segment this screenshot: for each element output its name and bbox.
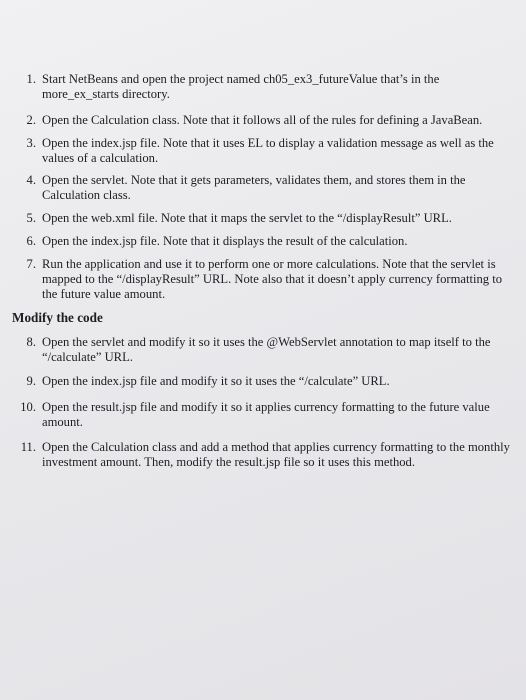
step-number: 1. xyxy=(26,72,36,86)
step-number: 3. xyxy=(26,136,36,150)
step-text: Open the Calculation class. Note that it follows all of the rules for defining a JavaBean. xyxy=(42,113,483,127)
step-text: Open the servlet. Note that it gets parameters, validates them, and stores them in the Calculation class. xyxy=(42,173,466,202)
step-text: Open the index.jsp file. Note that it uses EL to display a validation message as well as the values of a calculation. xyxy=(42,136,494,165)
step-number: 9. xyxy=(26,374,36,388)
step-number: 7. xyxy=(26,257,36,271)
step-text: Start NetBeans and open the project named ch05_ex3_futureValue that’s in the more_ex_starts directory. xyxy=(42,72,440,101)
step-text: Open the index.jsp file. Note that it displays the result of the calculation. xyxy=(42,234,408,248)
step-text: Open the servlet and modify it so it uses the @WebServlet annotation to map itself to the “/calculate” URL. xyxy=(42,335,491,364)
step-text: Open the index.jsp file and modify it so it uses the “/calculate” URL. xyxy=(42,374,390,388)
step-number: 10. xyxy=(20,400,36,414)
step-text: Open the web.xml file. Note that it maps the servlet to the “/displayResult” URL. xyxy=(42,211,452,225)
step-number: 11. xyxy=(20,440,36,454)
section-heading: Modify the code xyxy=(12,310,103,325)
step-number: 4. xyxy=(26,173,36,187)
step-number: 5. xyxy=(26,211,36,225)
step-text: Open the Calculation class and add a method that applies currency formatting to the monthly investment amount. Then, modify the result.jsp file so it uses this method. xyxy=(42,440,510,469)
step-number: 2. xyxy=(26,113,36,127)
step-text: Open the result.jsp file and modify it so it applies currency formatting to the future value amount. xyxy=(42,400,490,429)
step-text: Run the application and use it to perform one or more calculations. Note that the servlet is mapped to the “/displayResult” URL. Note also that it doesn’t apply currency formatting to the future value amount. xyxy=(42,257,503,301)
step-number: 6. xyxy=(26,234,36,248)
step-number: 8. xyxy=(26,335,36,349)
